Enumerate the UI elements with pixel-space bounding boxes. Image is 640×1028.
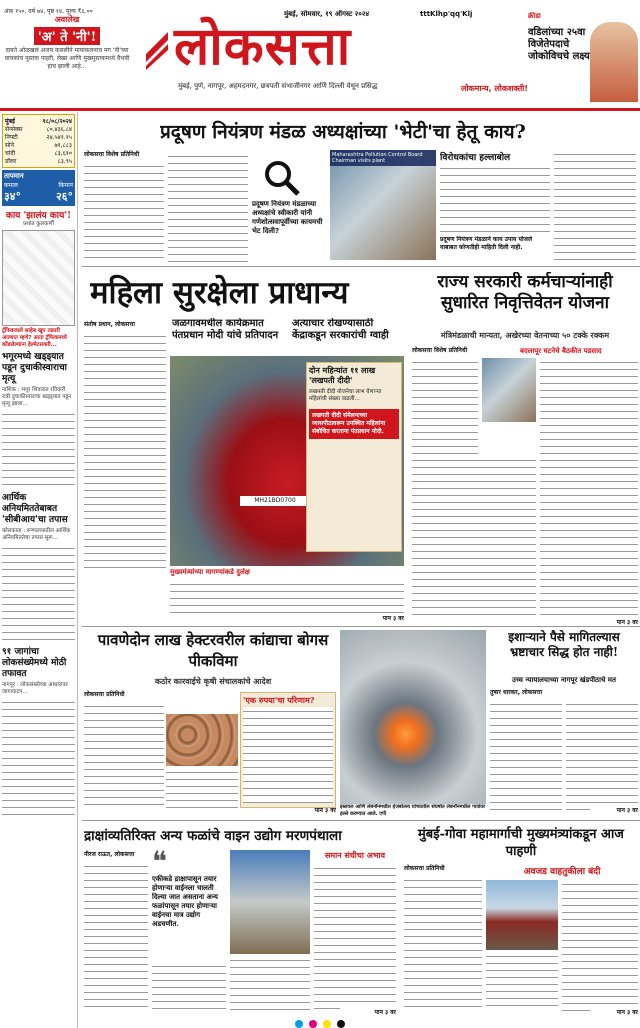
women-quote: लखपती दीदी संमेलनाच्या व्यासपीठावरून उपस्थित महिलांना संबोधित करताना पंतप्रधान मोदी. (309, 409, 399, 439)
onion-box-head: 'एक रुपया'चा परिणाम? (243, 695, 315, 705)
color-dot (309, 1020, 317, 1028)
onion-body-col1 (84, 702, 164, 806)
divider (82, 266, 640, 267)
bribe-headline[interactable]: इशाऱ्याने पैसे मागितल्यास भ्रष्टाचार सिद्ध होत नाही! (508, 630, 620, 659)
fire-photo (340, 630, 486, 804)
lead-side-head: विरोधकांचा हल्लाबोल (440, 153, 511, 163)
market-date: १८/०८/२०२४ (42, 118, 72, 125)
left-sidebar (0, 112, 78, 1028)
car-plate: MH21BD0700 (240, 496, 310, 506)
left-teaser-title: 'अ' ते 'नी'! (34, 27, 101, 45)
ticker-row: चांदी ८३,६१० (5, 150, 72, 157)
wine-byline: नीरज राऊत, लोकसत्ता (84, 851, 135, 858)
wine-body-col1 (84, 862, 148, 1012)
sidebar-story-headline[interactable]: आर्थिक अनियमिततेबाबत 'सीबीआय'चा तपास (2, 493, 68, 525)
market-ticker (2, 114, 75, 168)
sidebar-story-text: नागपूर : लोकसंख्येच्या आधारावर जागावाटप... (2, 682, 68, 695)
pension-body-col3 (540, 358, 638, 618)
motto: लोकमान्य, लोकशक्ती! (461, 84, 528, 93)
weather-box (2, 170, 75, 206)
wine-headline[interactable]: द्राक्षांव्यतिरिक्त अन्य फळांचे वाइन उद्योग मरणपंथाला (84, 828, 342, 844)
weather-min: २६° (56, 190, 73, 203)
lead-body-col1 (84, 162, 164, 262)
logo-text: लोकसत्ता (174, 16, 352, 77)
highway-body-col1 (404, 876, 482, 1012)
newspaper-logo[interactable] (148, 16, 488, 78)
onion-photo (166, 714, 238, 766)
women-caption: मुख्यमंत्र्यांच्या मागण्यांकडे दुर्लक्ष (170, 568, 250, 576)
women-headline[interactable]: महिला सुरक्षेला प्राधान्य (90, 275, 349, 311)
lead-body-col2 (168, 152, 248, 262)
highway-byline: लोकसत्ता प्रतिनिधी (404, 865, 445, 872)
lead-photo-caption: Maharashtra Pollution Control Board Chairman visits plant (330, 150, 436, 166)
color-dot (295, 1020, 303, 1028)
pension-subhead: मंत्रिमंडळाची मान्यता, अखेरच्या वेतनाच्या ५० टक्के रक्कम (440, 330, 610, 340)
onion-info-box (240, 692, 336, 808)
pension-body-col2 (412, 456, 536, 618)
wine-subhead: समान संधीचा अभाव (324, 850, 386, 860)
ticker-row: डॉलर ८३.९५ (5, 158, 72, 165)
market-label: मुंबई (5, 118, 15, 125)
wine-photo (230, 850, 310, 954)
pension-body-col1 (412, 358, 478, 454)
sidebar-story-headline[interactable]: भगूरमध्ये खड्ड्यात पडून दुचाकीस्वाराचा मृत्यू (2, 352, 68, 384)
women-body-bottom (170, 580, 404, 614)
onion-byline: लोकसत्ता प्रतिनिधी (84, 691, 125, 698)
highway-continued[interactable]: पान ३ वर (590, 1008, 638, 1018)
highway-photo (486, 880, 558, 950)
women-body-col1 (84, 332, 166, 568)
right-teaser-title: वडिलांच्या २५वा विजेतेपदाचे जोकोविचचे लक्ष्य (528, 27, 590, 62)
pension-headline[interactable]: राज्य सरकारी कर्मचाऱ्यांनाही सुधारित निवृत्तिवेतन योजना (437, 272, 613, 313)
wine-body-col3 (230, 956, 310, 1012)
left-teaser-kicker: अवालेख (54, 15, 80, 24)
wine-continued[interactable]: पान ३ वर (340, 1008, 396, 1018)
bribe-continued[interactable]: पान ३ वर (590, 806, 638, 816)
women-subhead-1: जळगावमधील कार्यक्रमात पंतप्रधान मोदी यांचे प्रतिपादन (172, 318, 279, 341)
highway-headline[interactable]: मुंबई-गोवा महामार्गाची मुख्यमंत्र्यांकडून आज पाहणी (418, 827, 624, 859)
left-teaser[interactable] (4, 14, 130, 106)
pension-subhead-2: बदलापूर घटनेचे बैठकीत पडसाद (520, 346, 602, 355)
weather-min-label: किमान (58, 182, 73, 189)
cartoon-author: प्रशांत कुलकर्णी (23, 221, 54, 227)
edition-note: अंक १५०, वर्ष ७४, पृष्ठ १४, मूल्य ₹६.०० (4, 8, 93, 15)
search-icon (262, 158, 302, 198)
sidebar-story-body (2, 410, 75, 490)
wine-quote: एकीकडे द्राक्षापासून तयार होणाऱ्या वाईनला चालती दिल्या जात असताना अन्य फळांपासून तयार होणाऱ्या वाईनचा मात्र उद्योग अडचणीत. (152, 874, 218, 928)
women-continued[interactable]: पान ३ वर (382, 615, 404, 622)
ticker-row: सोने ७१,८८३ (5, 142, 72, 149)
cartoon-caption: ट्रॅफिकवाले साहेब खूप तक्रारी आल्यात म्हणे? आता ट्रॅफिकमध्ये कोंडलेल्यांना हेल्मेटसक्ती... (2, 328, 67, 348)
highway-box-head: अवजड वाहतुकीला बंदी (523, 867, 601, 877)
ticker-row: निफ्टी २४,५४१.१५ (5, 134, 72, 141)
ticker-row: सेन्सेक्स ८०,४३६.८४ (5, 126, 72, 133)
highway-body-col3 (562, 880, 638, 1012)
fire-caption (340, 804, 486, 818)
cartoon-title: काय 'झालंय काय'! (5, 211, 72, 221)
divider (82, 626, 640, 627)
women-box-head: दोन महिन्यांत ११ लाख 'लखपती दीदी' (309, 365, 376, 385)
wine-quote-box (152, 850, 226, 960)
right-teaser-tag: क्रीडा (528, 12, 541, 20)
quote-icon: ❝ (152, 850, 168, 878)
player-photo (590, 22, 638, 102)
weather-max: ३४° (4, 190, 21, 203)
fire-source: एपी (379, 811, 387, 817)
onion-box-body (243, 707, 333, 803)
women-subhead-2: अत्याचार रोखण्यासाठी केंद्राकडून सरकारांची ग्वाही (292, 318, 389, 341)
wine-body-col4 (314, 864, 396, 1012)
left-teaser-text: दावते ओळखलं अजय कसलीने मायाकलनाच मग 'नी'च्या वाचकांच पुस्तक पाहरी, लेखा आणि मुखमुस्तकमध्ये वैभवी हाच झाली आहे... (4, 47, 130, 70)
women-byline: संतोष प्रधान, लोकसत्ता (84, 321, 135, 328)
lead-body-col5 (554, 150, 636, 262)
color-dot (323, 1020, 331, 1028)
women-info-box (306, 362, 402, 552)
onion-continued[interactable]: पान ३ वर (314, 807, 336, 814)
lead-photo (330, 150, 436, 260)
onion-subhead: कठोर कारवाईचे कृषी संचालकांचे आदेश (154, 676, 272, 686)
lead-byline: लोकसत्ता विशेष प्रतिनिधी (84, 151, 140, 158)
edition-cities: मुंबई, पुणे, नागपूर, अहमदनगर, छत्रपती संभाजीनगर आणि दिल्ली येथून प्रसिद्ध (178, 82, 378, 90)
bribe-byline: तुषार धारकर, लोकसत्ता (490, 689, 543, 696)
masthead-rule (0, 108, 640, 111)
lead-side-body (440, 164, 550, 234)
women-box-text: लखपती दीदी योजनेचा लाभ घेणाऱ्या महिलांची संख्या वाढली... (309, 389, 382, 402)
pension-continued[interactable]: पान ३ वर (616, 619, 638, 626)
sidebar-story-headline[interactable]: ९१ जागांचा लोकसंख्येमध्ये मोठी तफावत (2, 647, 67, 679)
onion-body-col2b (166, 768, 238, 808)
fire-caption-text: इस्रायल आणि लेबनॉनमधील हेजबोल्ला यांच्यातील संघर्षात लेबनॉनमधील गावांवर हल्ले करण्यात आले. (340, 804, 486, 817)
sidebar-story-text: नाशिक : भगूर शिवारात रविवारी रात्री दुचाकीस्वाराचा खड्ड्यात पडून मृत्यू झाला... (2, 387, 72, 407)
lead-highlight: प्रदूषण नियंत्रण मंडळाच्या अध्यक्षांचे स्वीकारी यांनी गणेशोत्सवापूर्वीच्या कायमची भेट दिली? (252, 200, 323, 235)
bribe-subhead: उच्च न्यायालयाच्या नागपूर खंडपीठाचे मत (512, 676, 616, 684)
wine-body-col2 (152, 962, 226, 1012)
printer-color-strip (0, 1020, 640, 1028)
lead-headline[interactable]: प्रदूषण नियंत्रण मंडळ अध्यक्षांच्या 'भेटी'चा हेतू काय? (160, 121, 526, 143)
divider (82, 820, 640, 821)
cartoon-image (2, 230, 75, 326)
pension-photo (482, 358, 536, 422)
sidebar-story-text: कोलकाता : रुग्णालयातील आर्थिक अनियमिततेचा तपास सुरू... (2, 528, 71, 541)
weather-label: तापमान (4, 172, 24, 180)
color-dot (337, 1020, 345, 1028)
sidebar-story-body (2, 698, 75, 818)
sidebar-story-body (2, 544, 75, 644)
qr-text: tttKlhp'qq'Klj (420, 10, 473, 18)
bribe-body-col2 (566, 700, 638, 816)
weather-max-label: कमाल (4, 182, 18, 189)
highway-body-col2 (486, 952, 558, 1012)
onion-headline[interactable]: पावणेदोन लाख हेक्टरवरील कांद्याचा बोगस पीकविमा (97, 631, 329, 670)
bribe-body-col1 (490, 700, 562, 816)
pension-byline: लोकसत्ता विशेष प्रतिनिधी (412, 347, 468, 354)
lead-side-text: प्रदूषण नियंत्रण मंडळाने काय उपाय योजले याबाबत कोणतीही माहिती दिली नाही. (440, 236, 533, 251)
dateline: मुंबई, सोमवार, १९ ऑगस्ट २०२४ (284, 10, 370, 18)
